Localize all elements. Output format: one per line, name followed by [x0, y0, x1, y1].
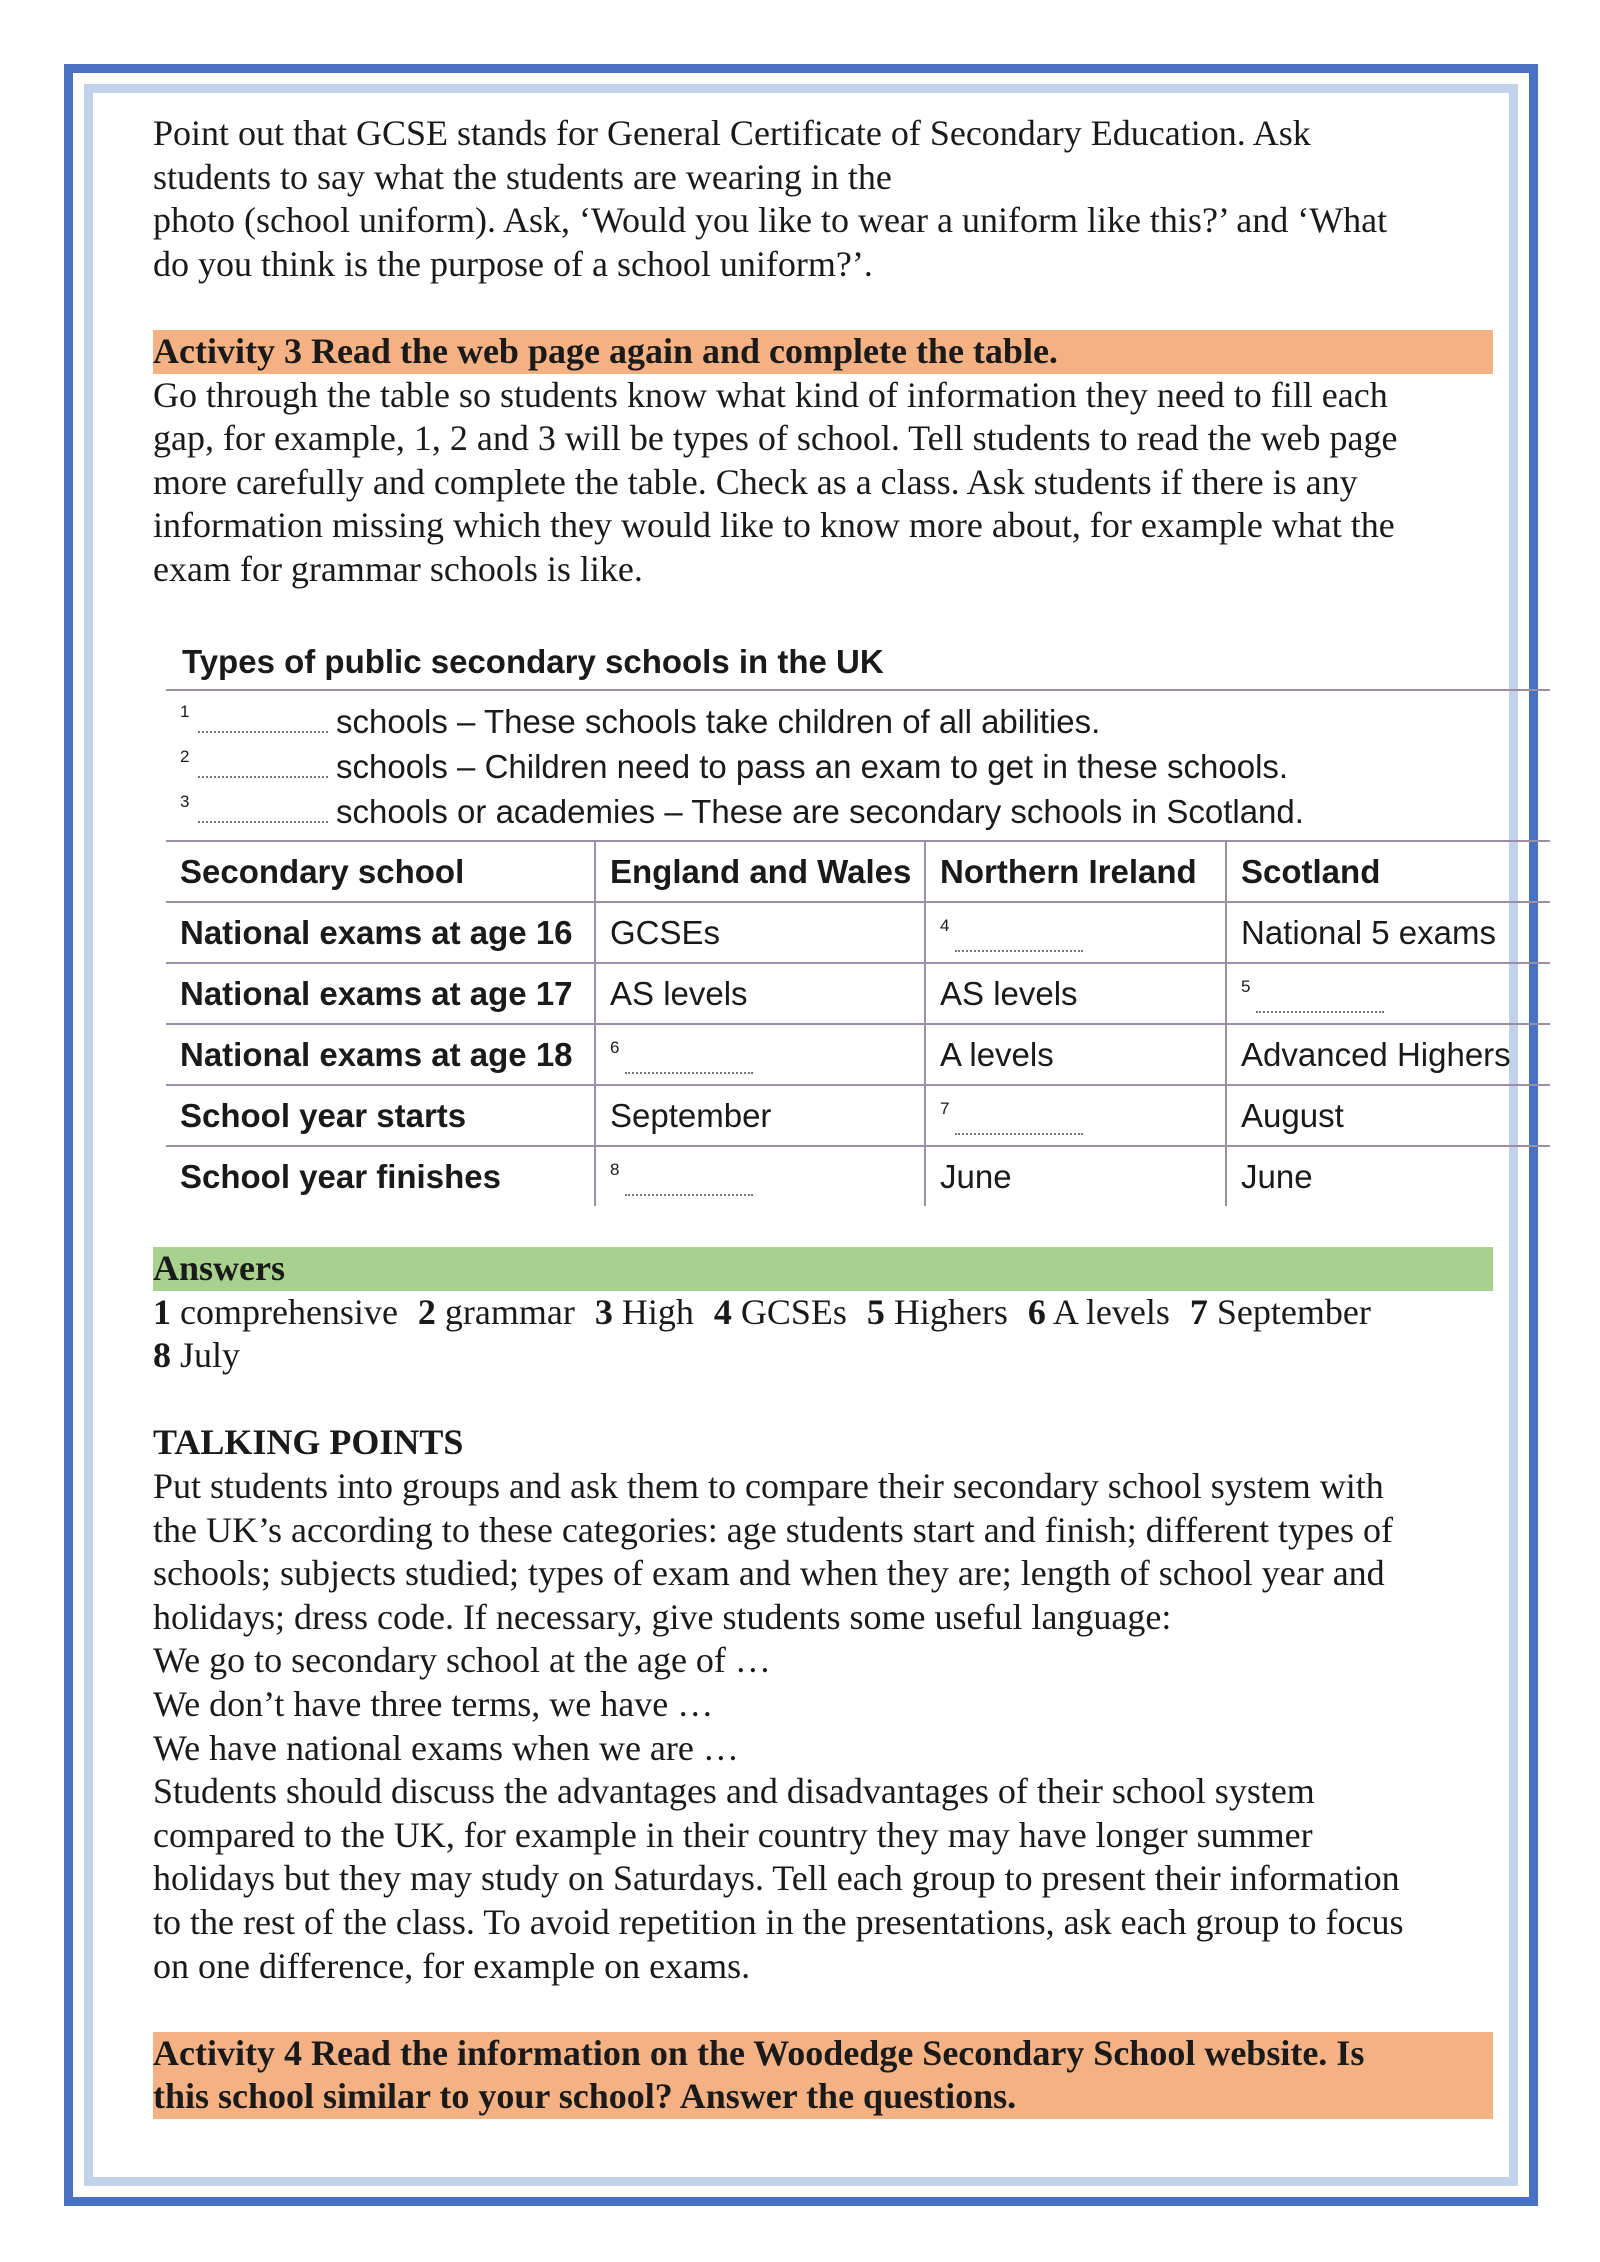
answer-item [153, 1292, 398, 1332]
school-type-row [180, 789, 1550, 834]
gap-number: 7 [940, 1098, 950, 1118]
row-label: National exams at age 17 [166, 963, 595, 1024]
table-cell: AS levels [925, 963, 1226, 1024]
school-type-text: schools or academies – These are secondary schools in Scotland. [336, 793, 1304, 830]
answers-list [153, 1291, 1493, 1378]
gap-number: 5 [1241, 976, 1251, 996]
answer-item [418, 1292, 575, 1332]
activity3-line: more carefully and complete the table. Check as a class. Ask students if there is any [153, 461, 1358, 502]
exam-table [166, 842, 1550, 1206]
answer-number: 2 [417, 1291, 436, 1332]
gap-blank [625, 1164, 753, 1196]
talking-points-line: We go to secondary school at the age of … [153, 1640, 771, 1681]
table-gap-cell [925, 1085, 1226, 1146]
talking-points-line: We don’t have three terms, we have … [153, 1683, 714, 1724]
talking-points-line: compared to the UK, for example in their country they may have longer summer [153, 1814, 1313, 1855]
gap-blank [198, 748, 328, 778]
answer-item [1190, 1292, 1371, 1332]
gap-blank [955, 920, 1083, 952]
answer-text: grammar [444, 1291, 575, 1332]
schools-table [166, 635, 1550, 1206]
table-row [166, 963, 1550, 1024]
row-label: School year finishes [180, 1157, 501, 1195]
intro-paragraph [153, 112, 1493, 286]
table-row [166, 1146, 1550, 1206]
activity4-line: this school similar to your school? Answer the questions. [153, 2076, 1017, 2117]
table-cell: Advanced Highers [1226, 1024, 1550, 1085]
answer-number: 1 [153, 1291, 171, 1332]
school-type-row [180, 699, 1550, 744]
document-body [153, 112, 1493, 592]
answer-text: Highers [893, 1291, 1008, 1332]
answer-number: 8 [153, 1335, 171, 1376]
table-row [166, 1085, 1550, 1146]
row-label: National exams at age 16 [166, 902, 595, 963]
talking-points-line: We have national exams when we are … [153, 1727, 739, 1768]
answer-number: 4 [713, 1291, 732, 1332]
column-header: Scotland [1226, 842, 1550, 902]
school-type-text: schools – These schools take children of all abilities. [336, 703, 1101, 740]
gap-blank [198, 793, 328, 823]
gap-number: 3 [180, 792, 190, 811]
talking-points-line: Students should discuss the advantages and disadvantages of their school system [153, 1771, 1315, 1812]
table-row [166, 1024, 1550, 1085]
answer-text: GCSEs [740, 1291, 847, 1332]
activity3-line: Go through the table so students know what kind of information they need to fill each [153, 374, 1388, 415]
gap-blank [625, 1042, 753, 1074]
activity4-heading [153, 2032, 1493, 2119]
table-gap-cell [595, 1146, 925, 1206]
table-title: Types of public secondary schools in the UK [182, 643, 884, 680]
column-header: England and Wales [595, 842, 925, 902]
intro-line: do you think is the purpose of a school uniform?’. [153, 243, 873, 284]
talking-points-line: holidays but they may study on Saturdays. Tell each group to present their information [153, 1858, 1400, 1899]
gap-blank [1256, 981, 1384, 1013]
table-cell: GCSEs [595, 902, 925, 963]
column-header: Secondary school [166, 842, 595, 902]
answer-number: 5 [866, 1291, 885, 1332]
school-type-text: schools – Children need to pass an exam to get in these schools. [336, 748, 1289, 785]
school-types-list [166, 689, 1550, 842]
activity3-line: exam for grammar schools is like. [153, 548, 643, 589]
table-gap-cell [595, 1024, 925, 1085]
answer-text: A levels [1052, 1291, 1170, 1332]
row-label: School year starts [166, 1085, 595, 1146]
gap-number: 2 [180, 747, 190, 766]
answer-text: July [180, 1335, 241, 1376]
school-type-row [180, 744, 1550, 789]
table-cell: National 5 exams [1226, 902, 1550, 963]
row-label: National exams at age 18 [166, 1024, 595, 1085]
talking-points-line: schools; subjects studied; types of exam and when they are; length of school year and [153, 1553, 1385, 1594]
gap-blank [955, 1103, 1083, 1135]
table-cell: June [1226, 1146, 1550, 1206]
table-cell: A levels [925, 1024, 1226, 1085]
gap-number: 6 [610, 1037, 620, 1057]
table-cell: June [925, 1146, 1226, 1206]
answer-item [714, 1292, 847, 1332]
column-header: Northern Ireland [925, 842, 1226, 902]
answer-item [867, 1292, 1008, 1332]
talking-points-line: the UK’s according to these categories: age students start and finish; different types of [153, 1509, 1393, 1550]
answer-text: comprehensive [180, 1291, 398, 1332]
table-cell: August [1226, 1085, 1550, 1146]
answer-item [1028, 1292, 1170, 1332]
answer-item [153, 1335, 240, 1375]
talking-points-line: to the rest of the class. To avoid repetition in the presentations, ask each group to focus [153, 1901, 1404, 1942]
activity3-line: information missing which they would like to know more about, for example what the [153, 505, 1395, 546]
gap-number: 8 [610, 1159, 620, 1179]
table-cell: AS levels [595, 963, 925, 1024]
table-row [166, 902, 1550, 963]
activity3-heading: Activity 3 Read the web page again and complete the table. [153, 330, 1493, 374]
answer-number: 3 [594, 1291, 613, 1332]
document-body-lower [153, 1247, 1493, 2119]
gap-blank [198, 703, 328, 733]
talking-points-paragraph [153, 1465, 1493, 1988]
table-header-row [166, 842, 1550, 902]
gap-number: 4 [940, 915, 950, 935]
table-cell: September [595, 1085, 925, 1146]
activity4-line: Activity 4 Read the information on the Woodedge Secondary School website. Is [153, 2032, 1365, 2073]
talking-points-line: Put students into groups and ask them to compare their secondary school system with [153, 1465, 1384, 1506]
talking-points-line: holidays; dress code. If necessary, give students some useful language: [153, 1596, 1172, 1637]
answer-item [595, 1292, 694, 1332]
activity3-paragraph [153, 374, 1493, 592]
answer-text: High [621, 1291, 694, 1332]
activity3-line: gap, for example, 1, 2 and 3 will be types of school. Tell students to read the web page [153, 418, 1398, 459]
talking-points-line: on one difference, for example on exams. [153, 1945, 751, 1986]
table-gap-cell [1226, 963, 1550, 1024]
intro-line: students to say what the students are wearing in the [153, 156, 892, 197]
answer-number: 7 [1189, 1291, 1208, 1332]
answer-text: September [1216, 1291, 1371, 1332]
answer-number: 6 [1027, 1291, 1046, 1332]
intro-line: Point out that GCSE stands for General Certificate of Secondary Education. Ask [153, 113, 1311, 153]
answers-heading: Answers [153, 1247, 1493, 1291]
gap-number: 1 [180, 702, 190, 721]
intro-line: photo (school uniform). Ask, ‘Would you like to wear a uniform like this?’ and ‘What [153, 200, 1388, 241]
talking-points-heading: TALKING POINTS [153, 1422, 464, 1463]
table-gap-cell [925, 902, 1226, 963]
